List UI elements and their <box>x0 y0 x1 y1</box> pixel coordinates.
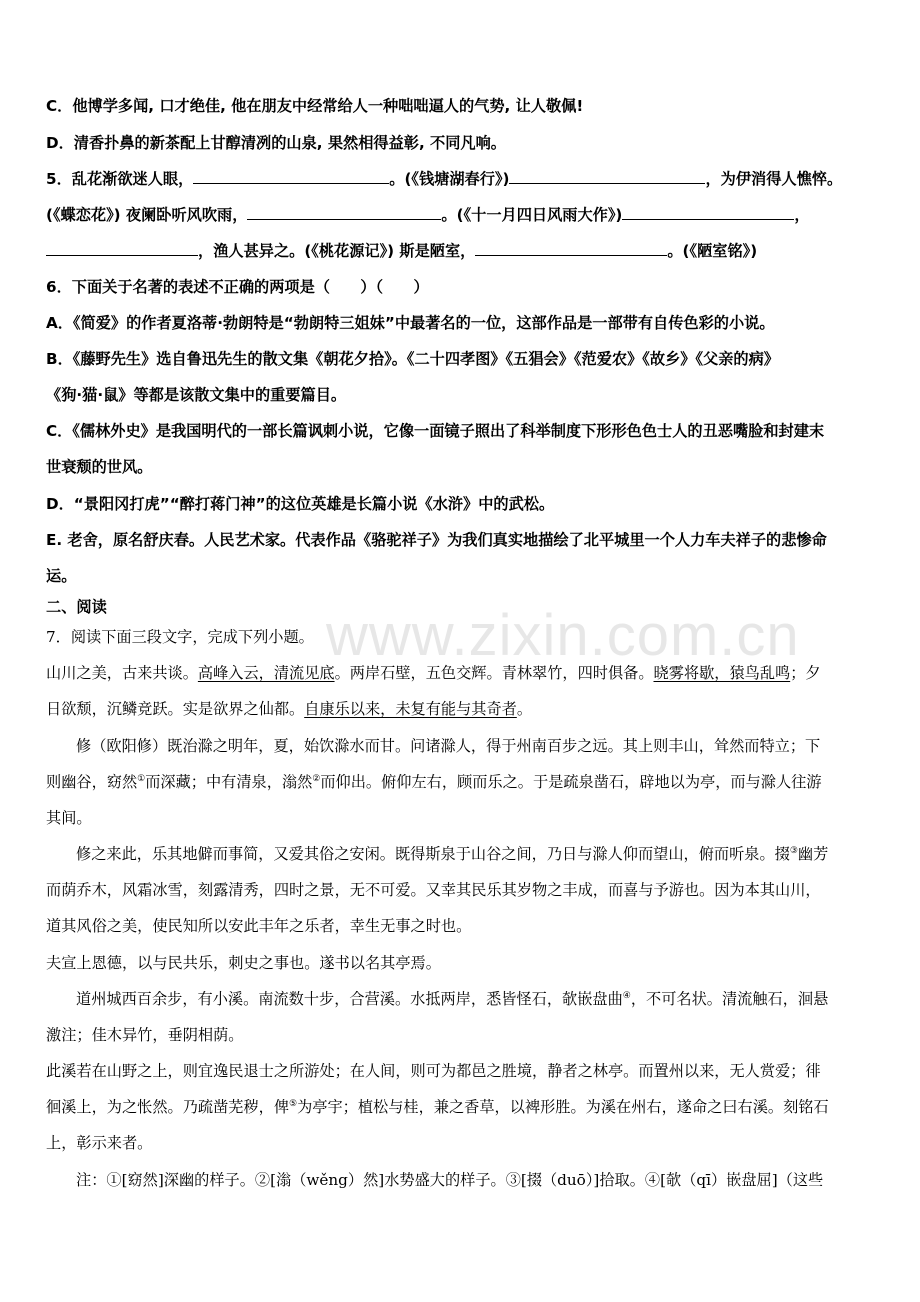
passage-6-line-1: 此溪若在山野之上，则宜逸民退士之所游处；在人间，则可为都邑之胜境，静者之林亭。而置州以来，无人赏爱；徘 <box>46 1062 821 1080</box>
passage-text: 则幽谷，窈然 <box>46 773 138 791</box>
passage-5-line-2: 激注；佳木异竹，垂阴相荫。 <box>46 1026 244 1044</box>
passage-3-line-2: 而荫乔木，风霜冰雪，刻露清秀，四时之景，无不可爱。又幸其民乐其岁物之丰成，而喜与予游也。因为本其山川， <box>46 881 821 899</box>
q6-option-c-line-1: C．《儒林外史》是我国明代的一部长篇讽刺小说，它像一面镜子照出了科举制度下形形色色士人的丑恶嘴脸和封建末 <box>46 422 825 440</box>
passage-6-line-2 <box>46 1097 829 1117</box>
q5-text: (《蝶恋花》) 夜阑卧听风吹雨， <box>46 206 248 224</box>
q6-option-a: A．《简爱》的作者夏洛蒂·勃朗特是“勃朗特三姐妹”中最著名的一位，这部作品是一部带有自传色彩的小说。 <box>46 314 775 332</box>
section-heading: 二、阅读 <box>46 598 107 616</box>
passage-text: ，不可名状。清流触石，洄悬 <box>630 990 829 1008</box>
footnote-marker: ① <box>137 774 146 784</box>
passage-text: 道州城西百余步，有小溪。南流数十步，合营溪。水抵两岸，悉皆怪石，欹嵌盘曲 <box>76 990 623 1008</box>
q5-text: ， <box>794 206 810 224</box>
footnote-marker: ② <box>312 774 321 784</box>
q6-option-e-line-1: E. 老舍，原名舒庆春。人民艺术家。代表作品《骆驼祥子》为我们真实地描绘了北平城里一个人力车夫祥子的悲惨命 <box>46 531 827 549</box>
q6-stem: 6．下面关于名著的表述不正确的两项是（ ）（ ） <box>46 278 429 296</box>
q5-text: 。(《十一月四日风雨大作》) <box>441 206 623 224</box>
passage-text: 为亭宇；植松与桂，兼之香草，以裨形胜。为溪在州右，遂命之曰右溪。刻铭石 <box>297 1098 829 1116</box>
underlined-sentence: 高峰入云，清流见底 <box>197 664 335 682</box>
q5-line-3 <box>46 241 757 261</box>
passage-5-line-1 <box>76 989 828 1009</box>
passage-text: 幽芳 <box>797 845 829 863</box>
answer-blank[interactable] <box>475 241 667 256</box>
passage-3-line-3: 道其风俗之美，使民知所以安此丰年之乐者，幸生无事之时也。 <box>46 917 472 935</box>
q5-line-1 <box>46 169 842 189</box>
answer-blank[interactable] <box>622 205 794 220</box>
passage-4: 夫宣上恩德，以与民共乐，刺史之事也。遂书以名其亭焉。 <box>46 954 441 972</box>
passage-text: ；夕 <box>790 664 821 682</box>
q5-text: 。(《陋室铭》) <box>667 242 758 260</box>
q4-option-d: D．清香扑鼻的新茶配上甘醇清冽的山泉, 果然相得益彰, 不同凡响。 <box>46 134 506 152</box>
passage-text: 修之来此，乐其地僻而事简，又爱其俗之安闲。既得斯泉于山谷之间，乃日与滁人仰而望山，俯而听泉。掇 <box>76 845 790 863</box>
footnote-marker: ④ <box>622 991 631 1001</box>
passage-2-line-2 <box>46 772 822 792</box>
watermark: www.zixin.com.cn <box>326 603 800 668</box>
passage-text: 日欲颓，沉鳞竞跃。实是欲界之仙都。 <box>46 700 305 718</box>
passage-1-line-2 <box>46 699 532 719</box>
passage-text: 。 <box>516 700 532 718</box>
q5-line-2 <box>46 205 810 225</box>
passage-2-line-3: 其间。 <box>46 809 92 827</box>
q6-option-b-line-2: 《狗·猫·鼠》等都是该散文集中的重要篇目。 <box>46 386 347 404</box>
q5-text: ，为伊消得人憔悴。 <box>705 170 843 188</box>
answer-blank[interactable] <box>46 241 198 256</box>
q5-text: 。(《钱塘湖春行》) <box>389 170 510 188</box>
q6-option-b-line-1: B．《藤野先生》选自鲁迅先生的散文集《朝花夕拾》。《二十四孝图》《五猖会》《范爱农》《故乡》《父亲的病》 <box>46 350 779 368</box>
underlined-sentence: 自康乐以来，未复有能与其奇者 <box>304 700 517 718</box>
q6-option-c-line-2: 世衰颓的世风。 <box>46 458 153 476</box>
q5-text: 5．乱花渐欲迷人眼， <box>46 170 194 188</box>
footnote-marker: ⑤ <box>289 1099 298 1109</box>
passage-text: 而仰出。俯仰左右，顾而乐之。于是疏泉凿石，辟地以为亭，而与滁人往游 <box>320 773 822 791</box>
passage-2-line-1: 修（欧阳修）既治滁之明年，夏，始饮滁水而甘。问诸滁人，得于州南百步之远。其上则丰山，耸然而特立；下 <box>76 737 821 755</box>
q7-stem: 7．阅读下面三段文字，完成下列小题。 <box>46 628 314 646</box>
passage-text: 徊溪上，为之怅然。乃疏凿芜秽，俾 <box>46 1098 289 1116</box>
q5-text: ，渔人甚异之。(《桃花源记》) 斯是陋室， <box>198 242 476 260</box>
passage-text: 山川之美，古来共谈。 <box>46 664 198 682</box>
passage-text: 而深藏；中有清泉，滃然 <box>145 773 313 791</box>
answer-blank[interactable] <box>509 169 705 184</box>
answer-blank[interactable] <box>193 169 389 184</box>
passage-text: 。两岸石壁，五色交辉。青林翠竹，四时俱备。 <box>334 664 654 682</box>
q6-option-e-line-2: 运。 <box>46 567 77 585</box>
answer-blank[interactable] <box>247 205 441 220</box>
q6-option-d: D．“景阳冈打虎”“醉打蒋门神”的这位英雄是长篇小说《水浒》中的武松。 <box>46 495 555 513</box>
passage-3-line-1 <box>76 844 828 864</box>
underlined-sentence: 晓雾将歇，猿鸟乱鸣 <box>653 664 791 682</box>
passage-6-line-3: 上，彰示来者。 <box>46 1134 153 1152</box>
q4-option-c: C．他博学多闻, 口才绝佳, 他在朋友中经常给人一种咄咄逼人的气势, 让人敬佩! <box>46 97 584 115</box>
footnote-marker: ③ <box>789 846 798 856</box>
annotation-note: 注：①[窈然]深幽的样子。②[滃（wěng）然]水势盛大的样子。③[掇（duō）]拾取。④[欹（qī）嵌盘屈]（这些 <box>76 1171 824 1189</box>
